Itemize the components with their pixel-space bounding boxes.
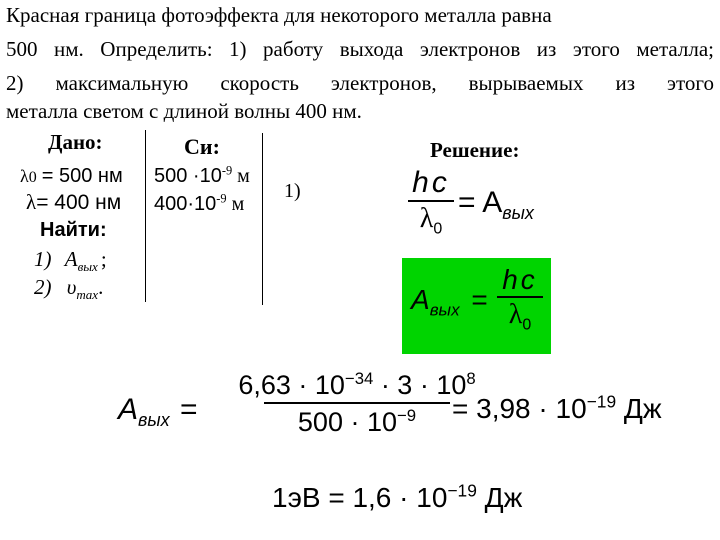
find-item-1	[34, 247, 107, 275]
formula2-denominator: $\lambda_0$	[508, 299, 532, 334]
find-item-2	[34, 275, 104, 303]
si-header: Си:	[184, 134, 220, 159]
formula1-numerator: hc	[412, 166, 450, 199]
solution-header: Решение:	[430, 138, 520, 162]
formula2-lhs: $A_{вых}$ =	[411, 284, 488, 320]
find2-symbol: υ	[66, 275, 77, 299]
lambda-symbol: λ	[26, 190, 37, 214]
find1-number: 1)	[34, 247, 52, 271]
solution-step-1: 1)	[284, 180, 301, 202]
si-row-1	[154, 165, 250, 188]
si-row2-mantissa: 400·10	[154, 193, 217, 215]
formula4-ev: $1эВ = 1,6 \cdot 10^{-19}$ Дж	[272, 480, 523, 513]
formula3-numerator: $6,63 \cdot 10^{-34} \cdot 3 \cdot 10^8$	[238, 369, 476, 400]
problem-line-2: 500 нм. Определить: 1) работу выхода электронов из этого металла;	[6, 37, 714, 61]
divider-given-si	[145, 130, 146, 302]
formula1-fraction	[408, 166, 454, 236]
problem-line-4: металла светом с длиной волны 400 нм.	[6, 99, 362, 123]
find1-subscript: вых	[77, 259, 98, 275]
find2-subscript: max	[76, 287, 99, 303]
problem-line-1: Красная граница фотоэффекта для некоторого металла равна	[6, 3, 552, 27]
find2-number: 2)	[34, 275, 52, 299]
lambda0-symbol: λ	[20, 166, 29, 186]
find2-end: .	[98, 275, 104, 299]
si-row1-unit: м	[237, 165, 250, 187]
given-lambda0	[20, 165, 123, 188]
find-header: Найти:	[40, 219, 107, 241]
si-row2-unit: м	[231, 193, 245, 215]
formula1-denominator: $\lambda_0$	[419, 203, 443, 238]
formula3-lhs: $A_{вых}$ =	[118, 393, 198, 430]
divider-si-solution	[262, 133, 263, 305]
lambda0-subscript: 0	[28, 169, 37, 186]
formula3-fraction	[238, 368, 476, 440]
si-row2-exponent: -9	[216, 191, 227, 206]
problem-line-3: 2) максимальную скорость электронов, вырываемых из этого	[6, 71, 714, 95]
si-row-2	[154, 193, 244, 216]
formula1-rhs: = $A_{вых}$	[458, 186, 534, 223]
formula2-fraction	[497, 264, 543, 332]
given-lambda	[26, 190, 121, 215]
si-row1-exponent: -9	[221, 163, 233, 178]
given-header: Дано:	[48, 130, 103, 154]
lambda-value: = 400 нм	[36, 191, 122, 214]
si-row1-mantissa: 500 ·10	[154, 165, 222, 187]
find1-symbol: A	[64, 247, 78, 271]
lambda0-value: = 500 нм	[41, 165, 123, 187]
formula2-numerator: hc	[502, 264, 538, 295]
formula3-result: = $3,98 \cdot 10^{-19}$ Дж	[452, 391, 662, 424]
find1-end: ;	[100, 247, 107, 271]
formula3-denominator: $500 \cdot 10^{-9}$	[297, 406, 417, 437]
